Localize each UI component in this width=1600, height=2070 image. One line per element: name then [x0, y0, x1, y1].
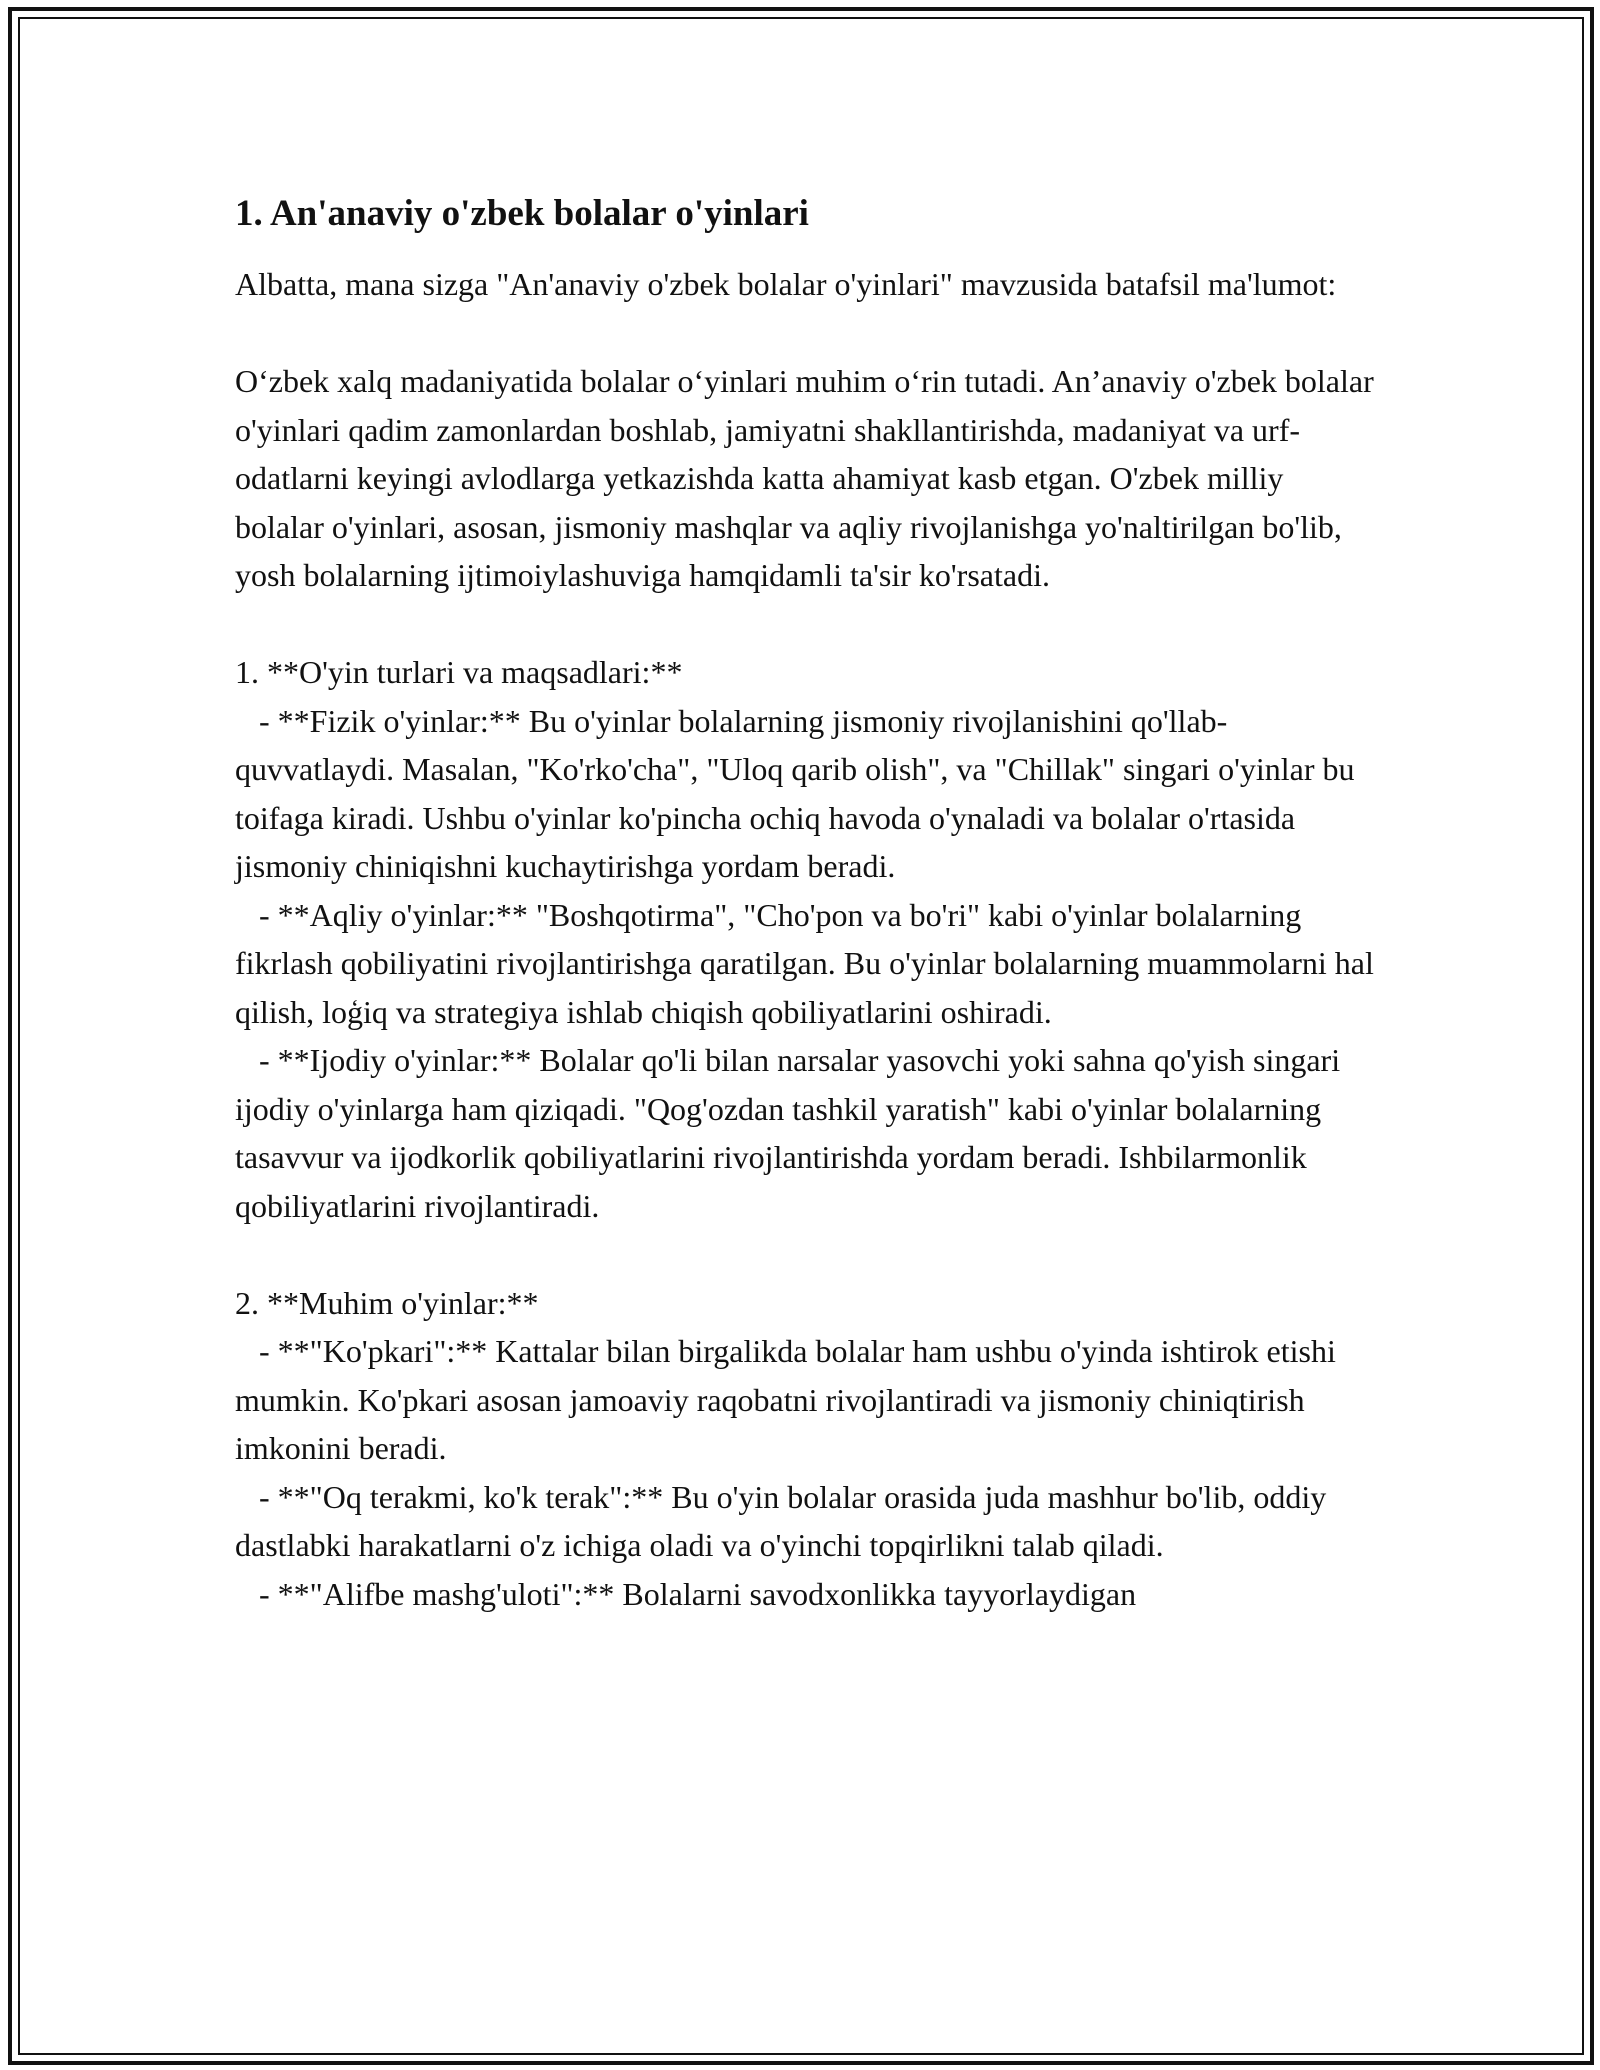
- list-item: - **Aqliy o'yinlar:** "Boshqotirma", "Cho'pon va bo'ri" kabi o'yinlar bolalarning fikrlash qobiliyatini rivojlantirishga qaratilgan. Bu o'yinlar bolalarning muammolarni hal qilish, loģiq va strategiya ishlab chiqish qobiliyatlarini oshiradi.: [235, 896, 1382, 1030]
- document-title: 1. An'anaviy o'zbek bolalar o'yinlari: [235, 193, 809, 234]
- section-heading: 1. **O'yin turlari va maqsadlari:**: [235, 654, 683, 690]
- paragraph-gap: [235, 1230, 1375, 1279]
- paragraph-gap: [235, 309, 1375, 358]
- list-item: - **Ijodiy o'yinlar:** Bolalar qo'li bilan narsalar yasovchi yoki sahna qo'yish singari ijodiy o'yinlarga ham qiziqadi. "Qog'ozdan tashkil yaratish" kabi o'yinlar bolalarning tasavvur va ijodkorlik qobiliyatlarini rivojlantirishda yordam beradi. Ishbilarmonlik qobiliyatlarini rivojlantiradi.: [235, 1042, 1349, 1224]
- intro-paragraph: Albatta, mana sizga "An'anaviy o'zbek bolalar o'yinlari" mavzusida batafsil ma'lumot:: [235, 266, 1337, 302]
- list-item: - **Fizik o'yinlar:** Bu o'yinlar bolalarning jismoniy rivojlanishini qo'llab-quvvatlaydi. Masalan, "Ko'rko'cha", "Uloq qarib olish", va "Chillak" singari o'yinlar bu toifaga kiradi. Ushbu o'yinlar ko'pincha ochiq havoda o'ynaladi va bolalar o'rtasida jismoniy chiniqishni kuchaytirishga yordam beradi.: [235, 702, 1363, 884]
- paragraph-gap: [235, 600, 1375, 649]
- body-paragraph: O‘zbek xalq madaniyatida bolalar o‘yinlari muhim o‘rin tutadi. An’anaviy o'zbek bolalar o'yinlari qadim zamonlardan boshlab, jamiyatni shakllantirishda, madaniyat va urf-odatlarni keyingi avlodlarga yetkazishda katta ahamiyat kasb etgan. O'zbek milliy bolalar o'yinlari, asosan, jismoniy mashqlar va aqliy rivojlanishga yo'naltirilgan bo'lib, yosh bolalarning ijtimoiylashuviga hamqidamli ta'sir ko'rsatadi.: [235, 363, 1382, 593]
- list-item: - **"Oq terakmi, ko'k terak":** Bu o'yin bolalar orasida juda mashhur bo'lib, oddiy dastlabki harakatlarni o'z ichiga oladi va o'yinchi topqirlikni talab qiladi.: [235, 1478, 1335, 1563]
- list-item: - **"Ko'pkari":** Kattalar bilan birgalikda bolalar ham ushbu o'yinda ishtirok etishi mumkin. Ko'pkari asosan jamoaviy raqobatni rivojlantiradi va jismoniy chiniqtirish imkonini beradi.: [235, 1333, 1344, 1466]
- list-item: - **"Alifbe mashg'uloti":** Bolalarni savodxonlikka tayyorlaydigan: [235, 1575, 1137, 1612]
- document-page: [235, 190, 1382, 1618]
- section-heading: 2. **Muhim o'yinlar:**: [235, 1284, 539, 1321]
